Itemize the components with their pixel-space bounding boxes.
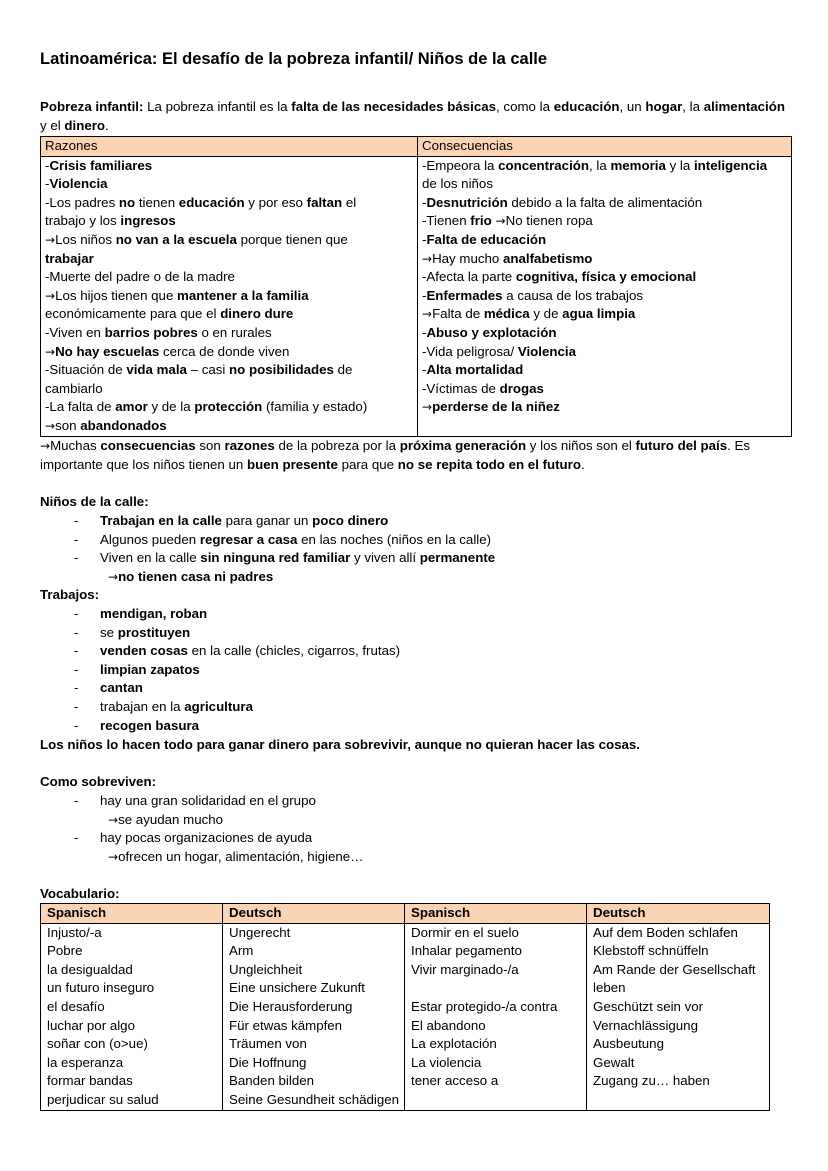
text-run: hay una gran solidaridad en el grupo bbox=[100, 793, 316, 808]
text-run: se ayudan mucho bbox=[118, 811, 224, 827]
vocab-cell bbox=[405, 979, 587, 998]
vocab-cell: Auf dem Boden schlafen bbox=[587, 923, 770, 942]
arrow-icon: → bbox=[45, 344, 56, 359]
text-run: Falta de educación bbox=[426, 231, 547, 247]
table-row bbox=[41, 923, 770, 942]
text-run: Falta de bbox=[432, 306, 484, 322]
dash-bullet: - bbox=[74, 643, 79, 659]
table-line bbox=[45, 398, 413, 417]
text-run: cambiarlo bbox=[45, 380, 103, 396]
trabajos-closing: Los niños lo hacen todo para ganar dinero para sobrevivir, aunque no quieran hacer las cosas. bbox=[40, 737, 641, 752]
table-line bbox=[45, 380, 413, 399]
vocab-cell: El abandono bbox=[405, 1017, 587, 1036]
text-run: memoria bbox=[610, 157, 666, 173]
text-run: a causa de los trabajos bbox=[502, 287, 644, 303]
vocab-header: Spanisch bbox=[405, 904, 587, 924]
text-run: - bbox=[422, 324, 427, 340]
vocab-cell: leben bbox=[587, 979, 770, 998]
text-run: ofrecen un hogar, alimentación, higiene… bbox=[118, 848, 364, 864]
vocab-cell: Eine unsichere Zukunft bbox=[223, 979, 405, 998]
text-run: - bbox=[422, 231, 427, 247]
text-run: Los niños bbox=[55, 231, 116, 247]
arrow-icon: → bbox=[108, 569, 119, 584]
vocab-cell: formar bandas bbox=[41, 1072, 223, 1091]
text-run: dinero bbox=[64, 117, 106, 133]
text-run: -Muerte del padre o de la madre bbox=[45, 269, 235, 285]
text-run: drogas bbox=[499, 380, 544, 396]
text-run: no van a la escuela bbox=[115, 231, 237, 247]
vocab-cell: Die Hoffnung bbox=[223, 1054, 405, 1073]
text-run: , como la bbox=[496, 99, 554, 114]
text-run: porque tienen que bbox=[236, 231, 348, 247]
text-run: -Vida peligrosa/ bbox=[422, 343, 518, 359]
table-row bbox=[41, 1054, 770, 1073]
text-run: hogar bbox=[645, 99, 683, 114]
vocab-cell: La explotación bbox=[405, 1035, 587, 1054]
text-run: y por eso bbox=[244, 194, 307, 210]
vocab-cell: la desigualdad bbox=[41, 961, 223, 980]
vocab-header: Deutsch bbox=[587, 904, 770, 924]
table-row bbox=[41, 961, 770, 980]
list-item-text bbox=[100, 793, 316, 808]
list-item bbox=[40, 531, 792, 550]
text-run: mantener a la familia bbox=[177, 287, 309, 303]
text-run: sin ninguna red familiar bbox=[200, 550, 351, 566]
vocab-cell: el desafío bbox=[41, 998, 223, 1017]
list-item bbox=[40, 661, 792, 680]
text-run: Viven en la calle bbox=[100, 550, 201, 566]
text-run: falta de las necesidades básicas bbox=[291, 99, 497, 114]
list-item-text bbox=[100, 532, 491, 547]
text-run: no bbox=[118, 194, 136, 210]
vocab-cell bbox=[405, 1091, 587, 1110]
list-item-subline bbox=[100, 568, 792, 587]
table-line bbox=[422, 231, 787, 250]
list-item-text bbox=[100, 625, 190, 640]
text-run: vida mala bbox=[126, 362, 187, 378]
vocab-header: Spanisch bbox=[41, 904, 223, 924]
table-line bbox=[422, 380, 787, 399]
sobreviven-list bbox=[40, 792, 792, 866]
text-run: cantan bbox=[100, 680, 143, 696]
vocab-cell: Die Herausforderung bbox=[223, 998, 405, 1017]
text-run: trabajo y los bbox=[45, 213, 121, 229]
vocab-cell: Ungleichheit bbox=[223, 961, 405, 980]
vocab-cell: Banden bilden bbox=[223, 1072, 405, 1091]
text-run: faltan bbox=[306, 194, 343, 210]
list-item-text bbox=[100, 550, 495, 565]
table-line bbox=[422, 250, 787, 269]
vocab-cell: Arm bbox=[223, 942, 405, 961]
vocab-cell bbox=[587, 1091, 770, 1110]
arrow-icon: → bbox=[108, 812, 119, 827]
text-run: de los niños bbox=[422, 176, 493, 192]
text-run: cerca de donde viven bbox=[159, 343, 290, 359]
text-run: . Es importante que los niños tienen un bbox=[40, 438, 750, 472]
after-table-paragraph bbox=[40, 437, 792, 474]
table-line bbox=[45, 287, 413, 306]
list-item-subline bbox=[100, 848, 792, 867]
text-run: son bbox=[55, 417, 81, 433]
text-run: médica bbox=[483, 306, 530, 322]
vocab-cell: Pobre bbox=[41, 942, 223, 961]
table-line bbox=[422, 398, 787, 417]
text-run: Violencia bbox=[49, 176, 108, 192]
vocab-cell: soñar con (o>ue) bbox=[41, 1035, 223, 1054]
list-item-text bbox=[100, 830, 312, 845]
list-item bbox=[40, 698, 792, 717]
text-run: - bbox=[422, 194, 427, 210]
trabajos-list bbox=[40, 605, 792, 735]
text-run: para ganar un bbox=[221, 513, 313, 528]
table-line bbox=[422, 268, 787, 287]
trabajos-heading: Trabajos: bbox=[40, 587, 100, 602]
text-run: permanente bbox=[419, 550, 496, 566]
text-run: y la bbox=[665, 157, 694, 173]
text-run: Algunos pueden bbox=[100, 531, 200, 547]
text-run: próxima generación bbox=[399, 438, 527, 453]
arrow-icon: → bbox=[45, 418, 56, 433]
vocab-cell: Klebstoff schnüffeln bbox=[587, 942, 770, 961]
text-run: prostituyen bbox=[117, 624, 191, 640]
list-item-text bbox=[100, 680, 143, 695]
dash-bullet: - bbox=[74, 698, 79, 714]
list-item bbox=[40, 792, 792, 829]
text-run: – casi bbox=[186, 362, 230, 378]
text-run: agricultura bbox=[184, 698, 253, 714]
vocab-cell: Vernachlässigung bbox=[587, 1017, 770, 1036]
table-line bbox=[422, 361, 787, 380]
table-line bbox=[422, 287, 787, 306]
razones-consecuencias-table bbox=[40, 136, 792, 437]
text-run: No hay escuelas bbox=[55, 343, 160, 359]
table-line bbox=[45, 305, 413, 324]
list-item bbox=[40, 549, 792, 586]
text-run: cognitiva, física y emocional bbox=[515, 269, 697, 285]
text-run: o en rurales bbox=[197, 324, 272, 340]
text-run: se bbox=[100, 624, 118, 640]
table-line bbox=[422, 417, 787, 436]
vocab-cell: Dormir en el suelo bbox=[405, 923, 587, 942]
table-line bbox=[45, 361, 413, 380]
text-run: , la bbox=[589, 157, 611, 173]
vocab-cell: Ausbeutung bbox=[587, 1035, 770, 1054]
text-run: razones bbox=[224, 438, 275, 453]
list-item-text bbox=[100, 699, 253, 714]
text-run: limpian zapatos bbox=[100, 661, 200, 677]
arrow-icon: → bbox=[108, 849, 119, 864]
list-item bbox=[40, 605, 792, 624]
vocab-cell: Am Rande der Gesellschaft bbox=[587, 961, 770, 980]
text-run: - bbox=[45, 157, 50, 173]
text-run: y viven allí bbox=[350, 550, 420, 566]
text-run: tienen bbox=[135, 194, 179, 210]
text-run: Hay mucho bbox=[432, 250, 504, 266]
table-line bbox=[45, 250, 413, 269]
text-run: futuro del país bbox=[635, 438, 728, 453]
arrow-icon: → bbox=[45, 288, 56, 303]
text-run: para que bbox=[337, 456, 398, 472]
arrow-icon: → bbox=[422, 251, 433, 266]
text-run: - bbox=[422, 362, 427, 378]
arrow-icon: → bbox=[422, 400, 433, 415]
ninos-calle-list bbox=[40, 512, 792, 586]
razones-header: Razones bbox=[41, 137, 418, 157]
vocab-cell: Geschützt sein vor bbox=[587, 998, 770, 1017]
table-line bbox=[45, 175, 413, 194]
dash-bullet: - bbox=[74, 830, 79, 846]
intro-paragraph bbox=[40, 98, 792, 135]
consecuencias-header: Consecuencias bbox=[418, 137, 792, 157]
table-line bbox=[422, 212, 787, 231]
text-run: venden cosas bbox=[100, 643, 188, 659]
text-run: - bbox=[422, 287, 427, 303]
vocab-cell: perjudicar su salud bbox=[41, 1091, 223, 1110]
text-run: buen presente bbox=[246, 456, 338, 472]
table-line bbox=[45, 231, 413, 250]
text-run: y los niños son el bbox=[526, 438, 636, 453]
vocab-cell: Injusto/-a bbox=[41, 923, 223, 942]
text-run: regresar a casa bbox=[199, 531, 298, 547]
text-run: no posibilidades bbox=[229, 362, 334, 378]
text-run: -Tienen bbox=[422, 213, 471, 229]
table-row bbox=[41, 1091, 770, 1110]
text-run: , un bbox=[619, 99, 646, 114]
text-run: dinero dure bbox=[220, 306, 294, 322]
dash-bullet: - bbox=[74, 550, 79, 566]
text-run: en las noches (niños en la calle) bbox=[297, 531, 492, 547]
text-run: consecuencias bbox=[100, 438, 196, 453]
text-run: perderse de la niñez bbox=[432, 399, 560, 415]
text-run: de la pobreza por la bbox=[274, 438, 400, 453]
vocab-cell: Seine Gesundheit schädigen bbox=[223, 1091, 405, 1110]
dash-bullet: - bbox=[74, 793, 79, 808]
vocab-cell: Inhalar pegamento bbox=[405, 942, 587, 961]
text-run: frio bbox=[470, 213, 492, 229]
table-line bbox=[422, 157, 787, 176]
vocab-cell: tener acceso a bbox=[405, 1072, 587, 1091]
text-run: . bbox=[580, 456, 585, 472]
vocab-cell: luchar por algo bbox=[41, 1017, 223, 1036]
text-run: amor bbox=[115, 399, 148, 415]
text-run: inteligencia bbox=[693, 157, 768, 173]
text-run: Desnutrición bbox=[426, 194, 508, 210]
vocab-cell: La violencia bbox=[405, 1054, 587, 1073]
vocab-cell: un futuro inseguro bbox=[41, 979, 223, 998]
table-line bbox=[422, 194, 787, 213]
text-run: de bbox=[333, 362, 353, 378]
text-run: -Los padres bbox=[45, 194, 119, 210]
text-run: analfabetismo bbox=[503, 250, 593, 266]
ninos-calle-heading: Niños de la calle: bbox=[40, 494, 149, 509]
text-run: concentración bbox=[498, 157, 590, 173]
table-line bbox=[45, 324, 413, 343]
dash-bullet: - bbox=[74, 513, 79, 528]
table-line bbox=[45, 417, 413, 436]
text-run: alimentación bbox=[703, 99, 785, 114]
vocab-cell: Für etwas kämpfen bbox=[223, 1017, 405, 1036]
text-run: Violencia bbox=[517, 343, 577, 359]
arrow-icon: → bbox=[422, 307, 433, 322]
dash-bullet: - bbox=[74, 606, 79, 621]
text-run: debido a la falta de alimentación bbox=[507, 194, 703, 210]
list-item bbox=[40, 717, 792, 736]
text-run: hay pocas organizaciones de ayuda bbox=[100, 830, 313, 846]
text-run: recogen basura bbox=[100, 717, 200, 733]
table-line bbox=[422, 175, 787, 194]
text-run: no tienen casa ni padres bbox=[118, 568, 274, 584]
list-item-text bbox=[100, 643, 400, 658]
text-run: , la bbox=[682, 99, 704, 114]
vocab-cell: Gewalt bbox=[587, 1054, 770, 1073]
list-item-text bbox=[100, 662, 200, 677]
arrow-icon: → bbox=[40, 439, 51, 453]
list-item bbox=[40, 642, 792, 661]
vocab-cell: Zugang zu… haben bbox=[587, 1072, 770, 1091]
table-row bbox=[41, 1017, 770, 1036]
razones-cell bbox=[41, 156, 418, 436]
table-row bbox=[41, 998, 770, 1017]
vocab-cell: Estar protegido-/a contra bbox=[405, 998, 587, 1017]
list-item-text bbox=[100, 718, 199, 733]
dash-bullet: - bbox=[74, 661, 79, 677]
text-run: -Viven en bbox=[45, 324, 105, 340]
page-title: Latinoamérica: El desafío de la pobreza infantil/ Niños de la calle bbox=[40, 50, 548, 68]
arrow-icon: → bbox=[491, 214, 506, 229]
vocab-cell: Träumen von bbox=[223, 1035, 405, 1054]
text-run: Alta mortalidad bbox=[426, 362, 524, 378]
table-line bbox=[45, 212, 413, 231]
text-run: ingresos bbox=[120, 213, 176, 229]
text-run: educación bbox=[553, 99, 620, 114]
vocab-cell: la esperanza bbox=[41, 1054, 223, 1073]
table-row bbox=[41, 942, 770, 961]
text-run: protección bbox=[194, 399, 263, 415]
text-run: -Empeora la bbox=[422, 157, 499, 173]
table-line bbox=[45, 194, 413, 213]
table-line bbox=[45, 157, 413, 176]
text-run: -Situación de bbox=[45, 362, 127, 378]
list-item bbox=[40, 512, 792, 531]
list-item-subline bbox=[100, 811, 792, 830]
text-run: económicamente para que el bbox=[45, 306, 221, 322]
arrow-icon: → bbox=[45, 232, 56, 247]
consecuencias-cell bbox=[418, 156, 792, 436]
table-row bbox=[41, 979, 770, 998]
text-run: y de la bbox=[147, 399, 195, 415]
dash-bullet: - bbox=[74, 624, 79, 640]
text-run: educación bbox=[178, 194, 245, 210]
list-item-text bbox=[100, 606, 207, 621]
vocab-cell: Vivir marginado-/a bbox=[405, 961, 587, 980]
list-item bbox=[40, 679, 792, 698]
text-run: No tienen ropa bbox=[505, 213, 593, 229]
text-run: La pobreza infantil es la bbox=[143, 99, 292, 114]
vocab-cell: Ungerecht bbox=[223, 923, 405, 942]
list-item-text bbox=[100, 513, 388, 528]
text-run: son bbox=[195, 438, 225, 453]
table-line bbox=[422, 343, 787, 362]
table-line bbox=[422, 324, 787, 343]
text-run: abandonados bbox=[80, 417, 167, 433]
text-run: -La falta de bbox=[45, 399, 116, 415]
text-run: Pobreza infantil: bbox=[40, 99, 144, 114]
text-run: y de bbox=[529, 306, 563, 322]
dash-bullet: - bbox=[74, 531, 79, 547]
dash-bullet: - bbox=[74, 717, 79, 733]
text-run: agua limpia bbox=[562, 306, 636, 322]
text-run: mendigan, roban bbox=[100, 606, 208, 621]
text-run: trabajar bbox=[45, 250, 94, 266]
vocab-heading: Vocabulario: bbox=[40, 886, 120, 901]
text-run: en la calle (chicles, cigarros, frutas) bbox=[187, 643, 401, 659]
vocab-table bbox=[40, 903, 770, 1111]
text-run: y el bbox=[40, 117, 65, 133]
list-item bbox=[40, 829, 792, 866]
table-line bbox=[45, 268, 413, 287]
text-run: no se repita todo en el futuro bbox=[397, 456, 581, 472]
list-item bbox=[40, 624, 792, 643]
text-run: poco dinero bbox=[312, 513, 389, 528]
text-run: Trabajan en la calle bbox=[100, 513, 222, 528]
table-row bbox=[41, 1072, 770, 1091]
text-run: el bbox=[342, 194, 357, 210]
text-run: barrios pobres bbox=[104, 324, 198, 340]
table-line bbox=[422, 305, 787, 324]
table-row bbox=[41, 1035, 770, 1054]
text-run: -Afecta la parte bbox=[422, 269, 516, 285]
text-run: Enfermades bbox=[426, 287, 503, 303]
table-line bbox=[45, 343, 413, 362]
text-run: Crisis familiares bbox=[49, 157, 153, 173]
text-run: trabajan en la bbox=[100, 698, 185, 714]
text-run: (familia y estado) bbox=[262, 399, 368, 415]
vocab-header: Deutsch bbox=[223, 904, 405, 924]
text-run: Muchas bbox=[50, 438, 101, 453]
text-run: Abuso y explotación bbox=[426, 324, 557, 340]
sobreviven-heading: Como sobreviven: bbox=[40, 774, 157, 789]
text-run: . bbox=[105, 117, 109, 133]
text-run: - bbox=[45, 176, 50, 192]
text-run: Los hijos tienen que bbox=[55, 287, 178, 303]
text-run: -Víctimas de bbox=[422, 380, 500, 396]
dash-bullet: - bbox=[74, 680, 79, 696]
